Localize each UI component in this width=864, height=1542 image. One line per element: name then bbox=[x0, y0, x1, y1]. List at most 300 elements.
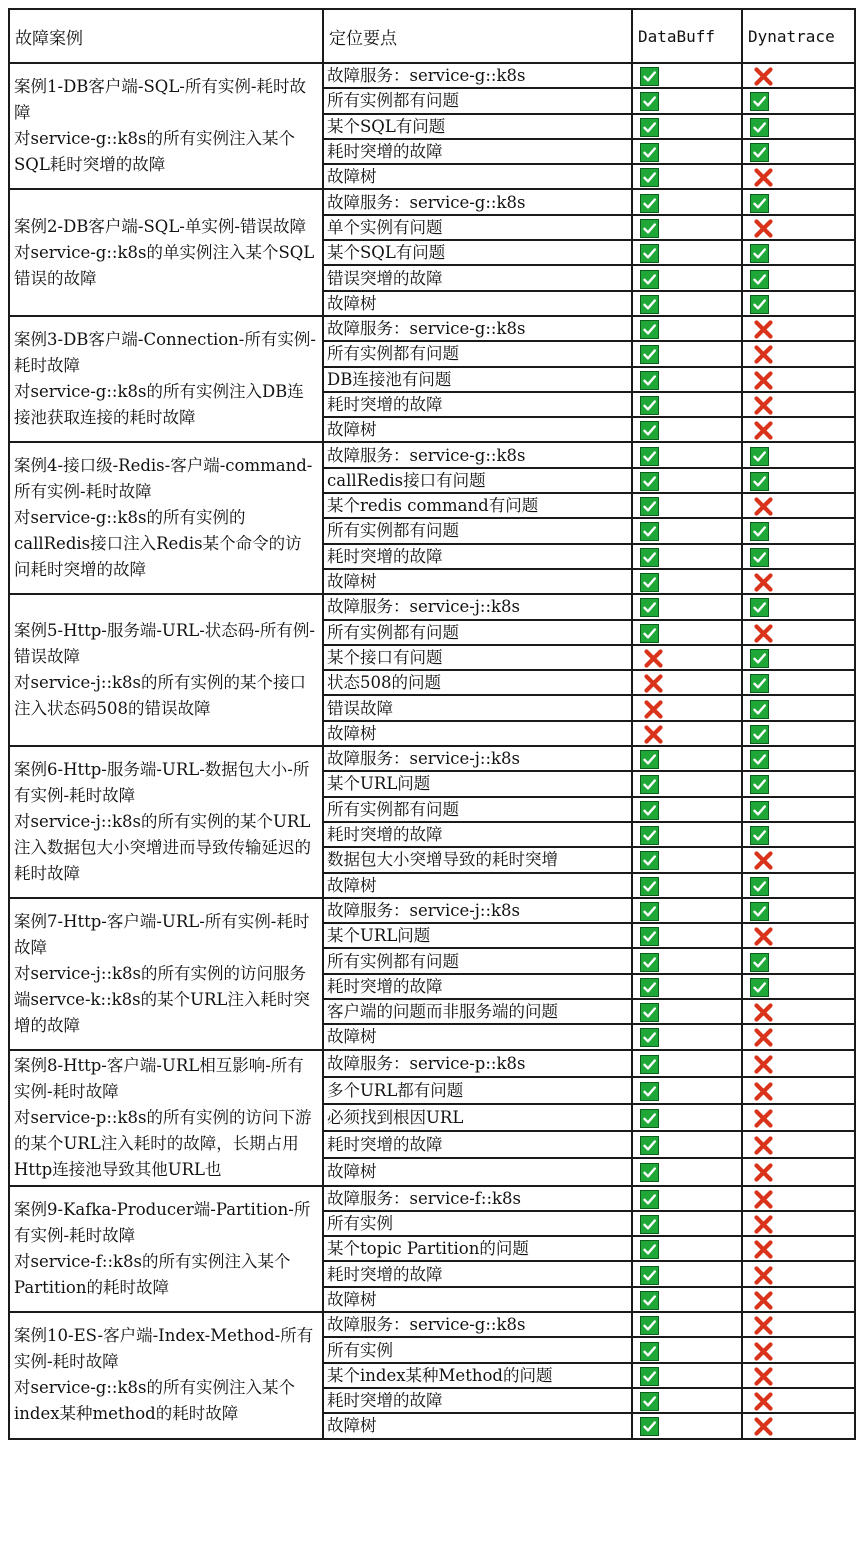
cross-icon bbox=[753, 1135, 774, 1156]
dynatrace-cell bbox=[742, 1131, 855, 1158]
cross-icon bbox=[753, 1081, 774, 1102]
point-cell: 某个index某种Method的问题 bbox=[323, 1363, 632, 1388]
check-icon bbox=[640, 472, 659, 491]
databuff-cell bbox=[632, 367, 742, 392]
databuff-cell bbox=[632, 1077, 742, 1104]
databuff-cell bbox=[632, 240, 742, 265]
check-icon bbox=[750, 801, 769, 820]
databuff-cell bbox=[632, 544, 742, 569]
cross-icon bbox=[753, 218, 774, 239]
point-cell: 故障树 bbox=[323, 873, 632, 898]
databuff-cell bbox=[632, 1363, 742, 1388]
check-icon bbox=[750, 700, 769, 719]
databuff-cell bbox=[632, 620, 742, 645]
databuff-cell bbox=[632, 1388, 742, 1413]
point-cell: 错误故障 bbox=[323, 695, 632, 720]
point-cell: 耗时突增的故障 bbox=[323, 1388, 632, 1413]
check-icon bbox=[640, 497, 659, 516]
point-cell: 故障树 bbox=[323, 721, 632, 746]
check-icon bbox=[640, 143, 659, 162]
point-cell: 某个SQL有问题 bbox=[323, 114, 632, 139]
header-dynatrace: Dynatrace bbox=[742, 9, 855, 63]
cross-icon bbox=[753, 1108, 774, 1129]
point-cell: 数据包大小突增导致的耗时突增 bbox=[323, 847, 632, 872]
point-cell: 故障服务：service-g::k8s bbox=[323, 316, 632, 341]
table-row bbox=[9, 1312, 855, 1337]
check-icon bbox=[640, 1082, 659, 1101]
case-cell bbox=[9, 442, 323, 594]
check-icon bbox=[750, 775, 769, 794]
check-icon bbox=[750, 143, 769, 162]
check-icon bbox=[750, 598, 769, 617]
dynatrace-cell bbox=[742, 392, 855, 417]
dynatrace-cell bbox=[742, 493, 855, 518]
databuff-cell bbox=[632, 771, 742, 796]
databuff-cell bbox=[632, 645, 742, 670]
databuff-cell bbox=[632, 898, 742, 923]
case-title: 案例4-接口级-Redis-客户端-command-所有实例-耗时故障 bbox=[14, 456, 313, 502]
point-cell: 所有实例都有问题 bbox=[323, 518, 632, 543]
check-icon bbox=[640, 219, 659, 238]
case-title: 案例8-Http-客户端-URL相互影响-所有实例-耗时故障 bbox=[14, 1055, 304, 1101]
cross-icon bbox=[753, 1265, 774, 1286]
dynatrace-cell bbox=[742, 1158, 855, 1185]
check-icon bbox=[750, 902, 769, 921]
cross-icon bbox=[753, 1054, 774, 1075]
databuff-cell bbox=[632, 215, 742, 240]
check-icon bbox=[640, 877, 659, 896]
dynatrace-cell bbox=[742, 746, 855, 771]
dynatrace-cell bbox=[742, 594, 855, 619]
dynatrace-cell bbox=[742, 291, 855, 316]
dynatrace-cell bbox=[742, 1211, 855, 1236]
check-icon bbox=[640, 396, 659, 415]
check-icon bbox=[640, 92, 659, 111]
databuff-cell bbox=[632, 1312, 742, 1337]
dynatrace-cell bbox=[742, 1186, 855, 1211]
case-description: 对service-g::k8s的所有实例注入DB连接池获取连接的耗时故障 bbox=[14, 382, 304, 428]
dynatrace-cell bbox=[742, 771, 855, 796]
cross-icon bbox=[753, 1027, 774, 1048]
dynatrace-cell bbox=[742, 164, 855, 189]
databuff-cell bbox=[632, 974, 742, 999]
cross-icon bbox=[753, 1366, 774, 1387]
dynatrace-cell bbox=[742, 873, 855, 898]
check-icon bbox=[640, 548, 659, 567]
point-cell: 耗时突增的故障 bbox=[323, 139, 632, 164]
dynatrace-cell bbox=[742, 417, 855, 442]
point-cell: 单个实例有问题 bbox=[323, 215, 632, 240]
dynatrace-cell bbox=[742, 544, 855, 569]
check-icon bbox=[750, 548, 769, 567]
point-cell: 故障服务：service-g::k8s bbox=[323, 442, 632, 467]
dynatrace-cell bbox=[742, 265, 855, 290]
check-icon bbox=[640, 168, 659, 187]
check-icon bbox=[750, 270, 769, 289]
table-row bbox=[9, 898, 855, 923]
check-icon bbox=[640, 902, 659, 921]
check-icon bbox=[640, 573, 659, 592]
check-icon bbox=[640, 345, 659, 364]
cross-icon bbox=[753, 395, 774, 416]
check-icon bbox=[640, 775, 659, 794]
databuff-cell bbox=[632, 1131, 742, 1158]
check-icon bbox=[640, 801, 659, 820]
table-row bbox=[9, 746, 855, 771]
check-icon bbox=[750, 649, 769, 668]
check-icon bbox=[640, 1109, 659, 1128]
case-title: 案例6-Http-服务端-URL-数据包大小-所有实例-耗时故障 bbox=[14, 759, 310, 805]
point-cell: 耗时突增的故障 bbox=[323, 544, 632, 569]
check-icon bbox=[750, 953, 769, 972]
check-icon bbox=[640, 522, 659, 541]
databuff-cell bbox=[632, 797, 742, 822]
dynatrace-cell bbox=[742, 88, 855, 113]
point-cell: 故障树 bbox=[323, 164, 632, 189]
check-icon bbox=[640, 1215, 659, 1234]
table-row bbox=[9, 442, 855, 467]
databuff-cell bbox=[632, 1261, 742, 1286]
case-description: 对service-g::k8s的所有实例的callRedis接口注入Redis某个命令的访问耗时突增的故障 bbox=[14, 508, 302, 580]
dynatrace-cell bbox=[742, 847, 855, 872]
databuff-cell bbox=[632, 468, 742, 493]
point-cell: 故障服务：service-j::k8s bbox=[323, 898, 632, 923]
point-cell: DB连接池有问题 bbox=[323, 367, 632, 392]
table-row bbox=[9, 189, 855, 214]
check-icon bbox=[640, 1367, 659, 1386]
case-description: 对service-j::k8s的所有实例的访问服务端servce-k::k8s的某个URL注入耗时突增的故障 bbox=[14, 963, 310, 1035]
cross-icon bbox=[753, 1315, 774, 1336]
dynatrace-cell bbox=[742, 63, 855, 88]
case-cell bbox=[9, 1186, 323, 1312]
check-icon bbox=[640, 1028, 659, 1047]
check-icon bbox=[750, 750, 769, 769]
case-cell bbox=[9, 63, 323, 189]
check-icon bbox=[640, 295, 659, 314]
check-icon bbox=[640, 320, 659, 339]
databuff-cell bbox=[632, 1104, 742, 1131]
cross-icon bbox=[753, 167, 774, 188]
dynatrace-cell bbox=[742, 442, 855, 467]
databuff-cell bbox=[632, 265, 742, 290]
check-icon bbox=[640, 826, 659, 845]
cross-icon bbox=[643, 699, 664, 720]
check-icon bbox=[640, 371, 659, 390]
check-icon bbox=[640, 1136, 659, 1155]
case-title: 案例9-Kafka-Producer端-Partition-所有实例-耗时故障 bbox=[14, 1199, 311, 1245]
table-row bbox=[9, 594, 855, 619]
point-cell: callRedis接口有问题 bbox=[323, 468, 632, 493]
point-cell: 故障服务：service-g::k8s bbox=[323, 63, 632, 88]
dynatrace-cell bbox=[742, 645, 855, 670]
case-cell bbox=[9, 746, 323, 898]
dynatrace-cell bbox=[742, 189, 855, 214]
case-description: 对service-g::k8s的所有实例注入某个index某种method的耗时故障 bbox=[14, 1378, 295, 1424]
cross-icon bbox=[753, 344, 774, 365]
dynatrace-cell bbox=[742, 569, 855, 594]
dynatrace-cell bbox=[742, 1050, 855, 1077]
check-icon bbox=[640, 118, 659, 137]
dynatrace-cell bbox=[742, 721, 855, 746]
point-cell: 某个topic Partition的问题 bbox=[323, 1236, 632, 1261]
cross-icon bbox=[753, 319, 774, 340]
databuff-cell bbox=[632, 417, 742, 442]
cross-icon bbox=[753, 623, 774, 644]
check-icon bbox=[750, 978, 769, 997]
dynatrace-cell bbox=[742, 367, 855, 392]
databuff-cell bbox=[632, 1287, 742, 1312]
point-cell: 所有实例 bbox=[323, 1211, 632, 1236]
databuff-cell bbox=[632, 139, 742, 164]
case-title: 案例7-Http-客户端-URL-所有实例-耗时故障 bbox=[14, 911, 310, 957]
databuff-cell bbox=[632, 594, 742, 619]
dynatrace-cell bbox=[742, 1261, 855, 1286]
point-cell: 某个URL问题 bbox=[323, 771, 632, 796]
check-icon bbox=[640, 1316, 659, 1335]
case-cell bbox=[9, 316, 323, 442]
point-cell: 所有实例 bbox=[323, 1337, 632, 1362]
table-row bbox=[9, 1050, 855, 1077]
point-cell: 错误突增的故障 bbox=[323, 265, 632, 290]
check-icon bbox=[750, 877, 769, 896]
case-cell bbox=[9, 898, 323, 1050]
dynatrace-cell bbox=[742, 1236, 855, 1261]
databuff-cell bbox=[632, 114, 742, 139]
case-description: 对service-j::k8s的所有实例的某个接口注入状态码508的错误故障 bbox=[14, 673, 306, 719]
cross-icon bbox=[753, 926, 774, 947]
case-title: 案例2-DB客户端-SQL-单实例-错误故障 bbox=[14, 216, 306, 236]
cross-icon bbox=[753, 1189, 774, 1210]
check-icon bbox=[750, 118, 769, 137]
dynatrace-cell bbox=[742, 316, 855, 341]
cross-icon bbox=[753, 850, 774, 871]
point-cell: 耗时突增的故障 bbox=[323, 1131, 632, 1158]
check-icon bbox=[750, 194, 769, 213]
cross-icon bbox=[753, 1214, 774, 1235]
case-title: 案例3-DB客户端-Connection-所有实例-耗时故障 bbox=[14, 330, 316, 376]
databuff-cell bbox=[632, 316, 742, 341]
check-icon bbox=[750, 447, 769, 466]
check-icon bbox=[640, 1392, 659, 1411]
dynatrace-cell bbox=[742, 341, 855, 366]
point-cell: 故障树 bbox=[323, 1413, 632, 1438]
check-icon bbox=[750, 826, 769, 845]
databuff-cell bbox=[632, 493, 742, 518]
point-cell: 某个SQL有问题 bbox=[323, 240, 632, 265]
case-cell bbox=[9, 1312, 323, 1438]
case-title: 案例5-Http-服务端-URL-状态码-所有例-错误故障 bbox=[14, 621, 315, 667]
point-cell: 客户端的问题而非服务端的问题 bbox=[323, 999, 632, 1024]
point-cell: 某个接口有问题 bbox=[323, 645, 632, 670]
case-description: 对service-j::k8s的所有实例的某个URL注入数据包大小突增进而导致传输延迟的耗时故障 bbox=[14, 811, 311, 883]
cross-icon bbox=[753, 66, 774, 87]
point-cell: 耗时突增的故障 bbox=[323, 1261, 632, 1286]
check-icon bbox=[640, 194, 659, 213]
check-icon bbox=[640, 598, 659, 617]
dynatrace-cell bbox=[742, 695, 855, 720]
check-icon bbox=[750, 674, 769, 693]
databuff-cell bbox=[632, 1413, 742, 1438]
case-cell bbox=[9, 594, 323, 746]
header-databuff: DataBuff bbox=[632, 9, 742, 63]
check-icon bbox=[640, 421, 659, 440]
dynatrace-cell bbox=[742, 822, 855, 847]
dynatrace-cell bbox=[742, 670, 855, 695]
check-icon bbox=[750, 522, 769, 541]
dynatrace-cell bbox=[742, 1104, 855, 1131]
case-title: 案例1-DB客户端-SQL-所有实例-耗时故障 bbox=[14, 77, 306, 123]
databuff-cell bbox=[632, 1337, 742, 1362]
check-icon bbox=[640, 1266, 659, 1285]
cross-icon bbox=[643, 648, 664, 669]
dynatrace-cell bbox=[742, 923, 855, 948]
check-icon bbox=[640, 244, 659, 263]
check-icon bbox=[640, 953, 659, 972]
point-cell: 耗时突增的故障 bbox=[323, 392, 632, 417]
dynatrace-cell bbox=[742, 1287, 855, 1312]
point-cell: 所有实例都有问题 bbox=[323, 620, 632, 645]
check-icon bbox=[640, 67, 659, 86]
point-cell: 故障树 bbox=[323, 291, 632, 316]
dynatrace-cell bbox=[742, 468, 855, 493]
check-icon bbox=[640, 1342, 659, 1361]
point-cell: 状态508的问题 bbox=[323, 670, 632, 695]
dynatrace-cell bbox=[742, 215, 855, 240]
check-icon bbox=[640, 1417, 659, 1436]
dynatrace-cell bbox=[742, 948, 855, 973]
cross-icon bbox=[753, 1391, 774, 1412]
cross-icon bbox=[753, 370, 774, 391]
table-row bbox=[9, 1186, 855, 1211]
dynatrace-cell bbox=[742, 1312, 855, 1337]
cross-icon bbox=[753, 420, 774, 441]
databuff-cell bbox=[632, 873, 742, 898]
point-cell: 故障服务：service-p::k8s bbox=[323, 1050, 632, 1077]
databuff-cell bbox=[632, 923, 742, 948]
point-cell: 耗时突增的故障 bbox=[323, 974, 632, 999]
point-cell: 故障服务：service-g::k8s bbox=[323, 189, 632, 214]
point-cell: 某个URL问题 bbox=[323, 923, 632, 948]
point-cell: 故障树 bbox=[323, 1287, 632, 1312]
databuff-cell bbox=[632, 670, 742, 695]
dynatrace-cell bbox=[742, 1077, 855, 1104]
databuff-cell bbox=[632, 1024, 742, 1049]
header-case: 故障案例 bbox=[9, 9, 323, 63]
point-cell: 故障树 bbox=[323, 1158, 632, 1185]
table-row bbox=[9, 63, 855, 88]
check-icon bbox=[750, 725, 769, 744]
check-icon bbox=[640, 447, 659, 466]
point-cell: 故障服务：service-j::k8s bbox=[323, 746, 632, 771]
databuff-cell bbox=[632, 721, 742, 746]
check-icon bbox=[640, 1240, 659, 1259]
databuff-cell bbox=[632, 341, 742, 366]
check-icon bbox=[750, 472, 769, 491]
header-row bbox=[9, 9, 855, 63]
databuff-cell bbox=[632, 948, 742, 973]
point-cell: 故障服务：service-g::k8s bbox=[323, 1312, 632, 1337]
cross-icon bbox=[753, 1162, 774, 1183]
databuff-cell bbox=[632, 88, 742, 113]
cross-icon bbox=[753, 1239, 774, 1260]
cross-icon bbox=[753, 572, 774, 593]
check-icon bbox=[640, 978, 659, 997]
dynatrace-cell bbox=[742, 1413, 855, 1438]
point-cell: 故障服务：service-f::k8s bbox=[323, 1186, 632, 1211]
check-icon bbox=[640, 1291, 659, 1310]
case-description: 对service-f::k8s的所有实例注入某个Partition的耗时故障 bbox=[14, 1251, 291, 1297]
dynatrace-cell bbox=[742, 1363, 855, 1388]
case-description: 对service-g::k8s的所有实例注入某个SQL耗时突增的故障 bbox=[14, 129, 295, 175]
check-icon bbox=[640, 750, 659, 769]
databuff-cell bbox=[632, 822, 742, 847]
case-title: 案例10-ES-客户端-Index-Method-所有实例-耗时故障 bbox=[14, 1326, 314, 1372]
point-cell: 故障树 bbox=[323, 1024, 632, 1049]
cross-icon bbox=[753, 1341, 774, 1362]
databuff-cell bbox=[632, 291, 742, 316]
dynatrace-cell bbox=[742, 240, 855, 265]
databuff-cell bbox=[632, 189, 742, 214]
databuff-cell bbox=[632, 1211, 742, 1236]
point-cell: 故障树 bbox=[323, 569, 632, 594]
dynatrace-cell bbox=[742, 1337, 855, 1362]
check-icon bbox=[750, 244, 769, 263]
point-cell: 必须找到根因URL bbox=[323, 1104, 632, 1131]
point-cell: 故障服务：service-j::k8s bbox=[323, 594, 632, 619]
cross-icon bbox=[643, 673, 664, 694]
check-icon bbox=[640, 851, 659, 870]
check-icon bbox=[640, 1055, 659, 1074]
point-cell: 故障树 bbox=[323, 417, 632, 442]
point-cell: 所有实例都有问题 bbox=[323, 948, 632, 973]
databuff-cell bbox=[632, 999, 742, 1024]
point-cell: 多个URL都有问题 bbox=[323, 1077, 632, 1104]
case-description: 对service-g::k8s的单实例注入某个SQL错误的故障 bbox=[14, 242, 315, 288]
cross-icon bbox=[753, 1290, 774, 1311]
case-description: 对service-p::k8s的所有实例的访问下游的某个URL注入耗时的故障，长期占用Http连接池导致其他URL也 bbox=[14, 1107, 312, 1179]
check-icon bbox=[640, 927, 659, 946]
dynatrace-cell bbox=[742, 797, 855, 822]
databuff-cell bbox=[632, 1050, 742, 1077]
dynatrace-cell bbox=[742, 139, 855, 164]
cross-icon bbox=[753, 496, 774, 517]
check-icon bbox=[640, 270, 659, 289]
databuff-cell bbox=[632, 847, 742, 872]
cross-icon bbox=[753, 1002, 774, 1023]
table-body bbox=[9, 63, 855, 1439]
databuff-cell bbox=[632, 164, 742, 189]
point-cell: 所有实例都有问题 bbox=[323, 341, 632, 366]
cross-icon bbox=[643, 724, 664, 745]
point-cell: 耗时突增的故障 bbox=[323, 822, 632, 847]
dynatrace-cell bbox=[742, 518, 855, 543]
dynatrace-cell bbox=[742, 1388, 855, 1413]
databuff-cell bbox=[632, 1236, 742, 1261]
check-icon bbox=[750, 295, 769, 314]
databuff-cell bbox=[632, 1186, 742, 1211]
point-cell: 所有实例都有问题 bbox=[323, 797, 632, 822]
databuff-cell bbox=[632, 695, 742, 720]
databuff-cell bbox=[632, 518, 742, 543]
check-icon bbox=[640, 1163, 659, 1182]
check-icon bbox=[750, 92, 769, 111]
cross-icon bbox=[753, 1416, 774, 1437]
point-cell: 所有实例都有问题 bbox=[323, 88, 632, 113]
check-icon bbox=[640, 1190, 659, 1209]
databuff-cell bbox=[632, 63, 742, 88]
dynatrace-cell bbox=[742, 974, 855, 999]
dynatrace-cell bbox=[742, 1024, 855, 1049]
